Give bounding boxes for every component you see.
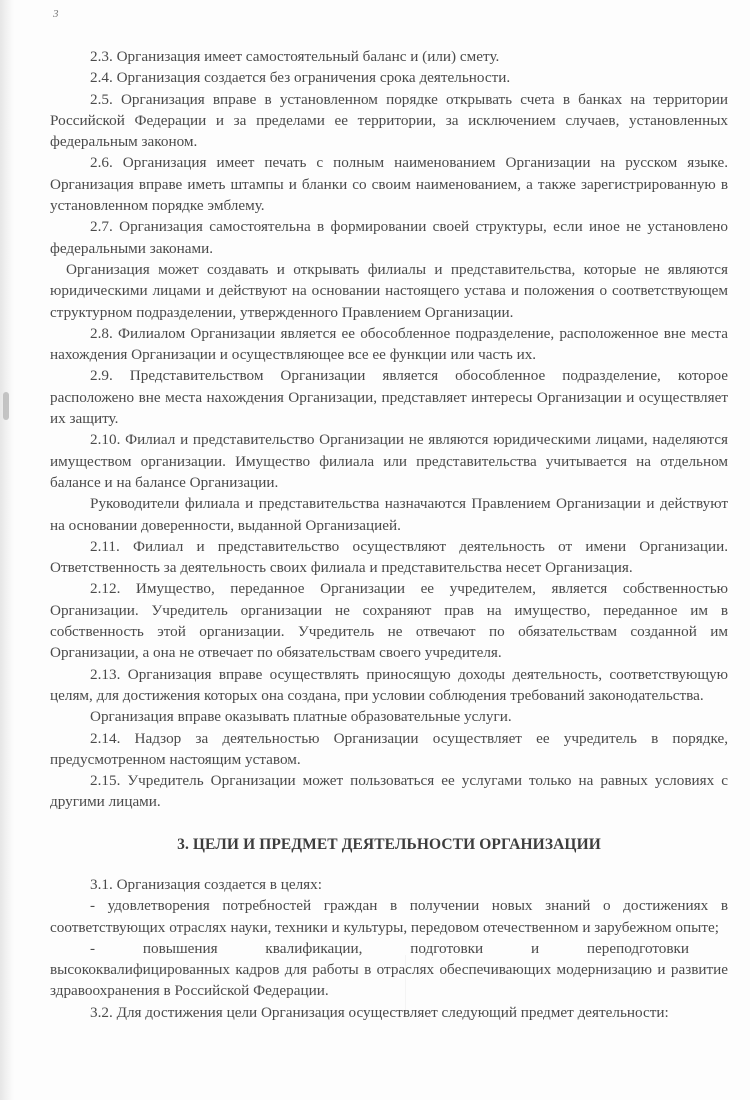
paragraph-2-12: 2.12. Имущество, переданное Организации ее учредителем, является собственностью Организации. Учредитель организации не сохраняют прав на имущество, переданное им в собственность этой организации. Учредитель не отвечают по обязательствам созданной им Организации, а она не отвечает по обязательствам своего учредителя. <box>50 580 728 662</box>
document-page <box>50 46 728 1023</box>
paragraph-2-15: 2.15. Учредитель Организации может пользоваться ее услугами только на равных условиях с другими лицами. <box>50 772 728 811</box>
section-heading: 3. ЦЕЛИ И ПРЕДМЕТ ДЕЯТЕЛЬНОСТИ ОРГАНИЗАЦИИ <box>177 835 601 853</box>
paragraph-2-4: 2.4. Организация создается без ограничения срока деятельности. <box>90 69 511 87</box>
scan-shadow-edge <box>0 0 14 1100</box>
paragraph-branches: Организация может создавать и открывать филиалы и представительства, которые не являются юридическими лицами и действуют на основании настоящего устава и положения о соответствующем структурном подразделении, утвержденного Правлением Организации. <box>50 260 728 321</box>
paragraph-paid-services: Организация вправе оказывать платные образовательные услуги. <box>90 708 512 726</box>
paragraph-2-11: 2.11. Филиал и представительство осуществляют деятельность от имени Организации. Ответственность за деятельность своих филиала и представительства несет Организация. <box>50 537 728 577</box>
paragraph-goal-1: - удовлетворения потребностей граждан в получении новых знаний о достижениях в соответствующих отраслях науки, техники и культуры, передовом отечественном и зарубежном опыте; <box>50 897 728 936</box>
paragraph-2-9: 2.9. Представительством Организации является обособленное подразделение, которое расположено вне места нахождения Организации, представляет интересы Организации и осуществляет их защиту. <box>50 367 728 428</box>
paragraph-2-5: 2.5. Организация вправе в установленном порядке открывать счета в банках на территории Российской Федерации и за пределами ее территории, за исключением случаев, установленных федеральным законом. <box>50 90 728 151</box>
binding-mark <box>3 392 9 420</box>
paragraph-goal-2-first-line: - повышения квалификации, подготовки и переподготовки <box>90 939 690 957</box>
page-number: 3 <box>53 8 59 20</box>
paragraph-2-14: 2.14. Надзор за деятельностью Организации осуществляет ее учредитель в порядке, предусмотренном настоящим уставом. <box>50 729 728 768</box>
paragraph-2-8: 2.8. Филиалом Организации является ее обособленное подразделение, расположенное вне места нахождения Организации и осуществляющее все ее функции или часть их. <box>50 324 728 364</box>
paragraph-2-10: 2.10. Филиал и представительство Организации не являются юридическими лицами, наделяются имуществом организации. Имущество филиала или представительства учитывается на отдельном балансе и на балансе Организации. <box>50 431 728 491</box>
paragraph-branch-heads: Руководители филиала и представительства назначаются Правлением Организации и действуют на основании доверенности, выданной Организацией. <box>50 495 728 534</box>
paragraph-3-2: 3.2. Для достижения цели Организация осуществляет следующий предмет деятельности: <box>90 1003 669 1021</box>
paragraph-2-7: 2.7. Организация самостоятельна в формировании своей структуры, если иное не установлено федеральными законами. <box>50 218 728 257</box>
paragraph-2-13: 2.13. Организация вправе осуществлять приносящую доходы деятельность, соответствующую целям, для достижения которых она создана, при условии соблюдения требований законодательства. <box>50 665 728 704</box>
paragraph-goal-2-continuation: высококвалифицированных кадров для работы в отраслях обеспечивающих модернизацию и развитие здравоохранения в Российской Федерации. <box>50 961 728 1000</box>
paragraph-2-6: 2.6. Организация имеет печать с полным наименованием Организации на русском языке. Организация вправе иметь штампы и бланки со своим наименованием, а также зарегистрированную в установленном порядке эмблему. <box>50 154 728 215</box>
paragraph-3-1: 3.1. Организация создается в целях: <box>90 875 322 893</box>
paragraph-2-3: 2.3. Организация имеет самостоятельный баланс и (или) смету. <box>90 48 500 65</box>
